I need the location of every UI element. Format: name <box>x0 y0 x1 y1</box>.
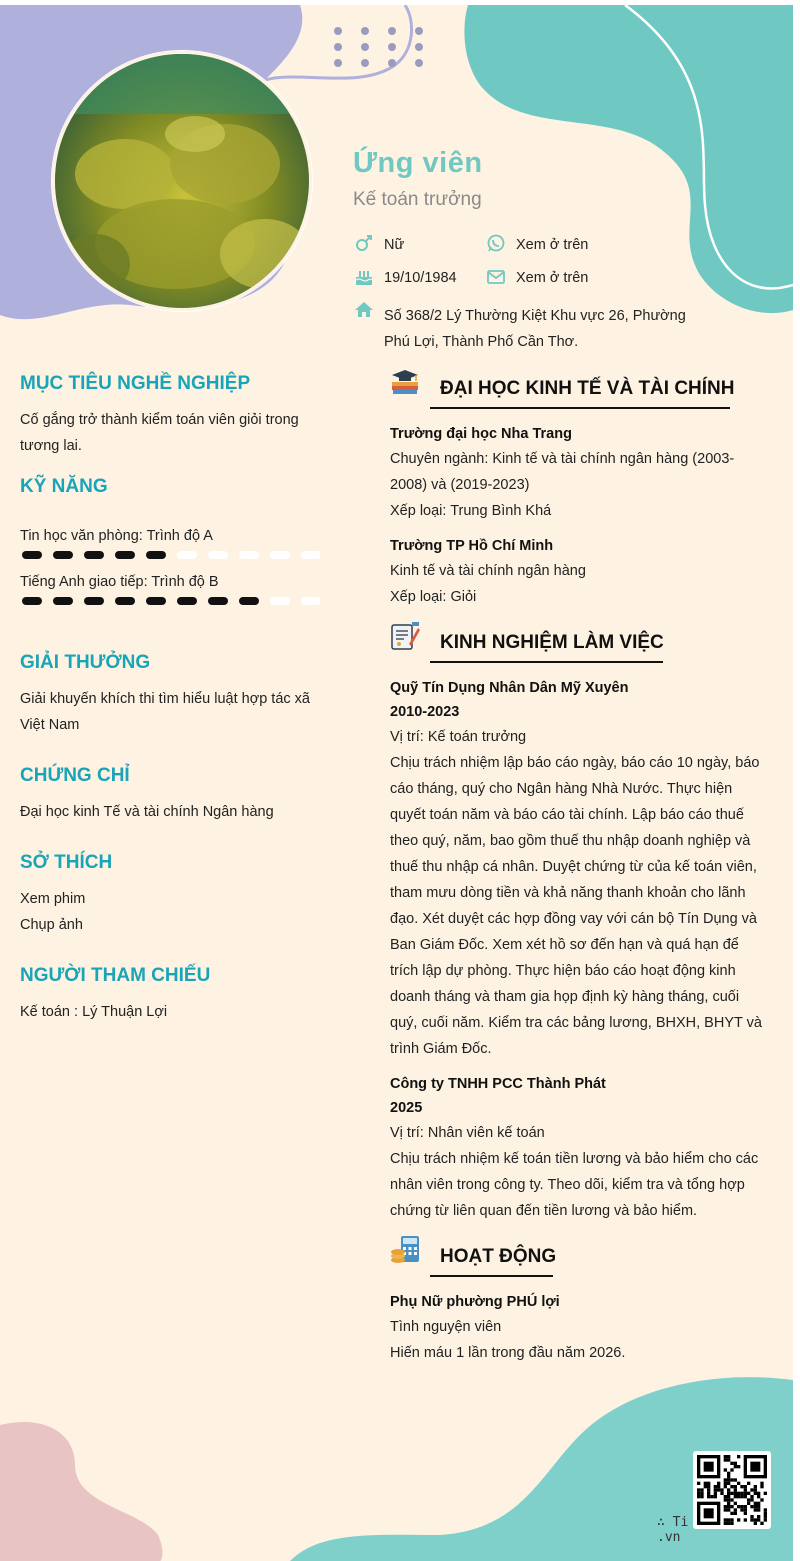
candidate-title: Kế toán trưởng <box>353 189 482 210</box>
job-description-2 <box>390 1146 770 1224</box>
school-detail-line: Kinh tế và tài chính ngân hàng <box>390 563 586 579</box>
activities-title: HOẠT ĐỘNG <box>440 1246 557 1267</box>
job-desc-line: Chịu trách nhiệm kế toán tiền lương và bảo hiểm cho các <box>390 1151 759 1167</box>
job-desc-line: quý, cuối năm. Kiểm tra các bảng lương, BHXH, BHYT và <box>390 1015 762 1031</box>
job-desc-line: chứng từ liên quan đến tiền lương và bảo hiểm. <box>390 1203 698 1219</box>
qr-code[interactable] <box>693 1451 771 1529</box>
job-desc-line: trình Giám Đốc. <box>390 1041 492 1057</box>
activity-details <box>390 1314 770 1366</box>
job-desc-line: quyết toán năm và báo cáo tài chính. Lập báo cáo thuế <box>390 807 744 823</box>
education-title: ĐẠI HỌC KINH TẾ VÀ TÀI CHÍNH <box>440 378 735 399</box>
experience-underline <box>430 661 663 663</box>
job-desc-line: tham mưu dòng tiền và khả năng thanh khoản cho lãnh <box>390 885 746 901</box>
email-value: Xem ở trên <box>516 270 589 286</box>
hobby-item: Xem phim <box>20 891 86 907</box>
job-desc-line: theo quý, năm, bao gồm thuế thu nhập doanh nghiệp và <box>390 833 751 849</box>
references-line-1: Kế toán : Lý Thuận Lợi <box>20 1004 168 1020</box>
school-detail-line: 2008) và (2019-2023) <box>390 477 530 493</box>
activity-org: Phụ Nữ phường PHÚ lợi <box>390 1294 560 1310</box>
phone-value: Xem ở trên <box>516 237 589 253</box>
skill-segment-empty <box>208 551 228 559</box>
job-description-1 <box>390 750 770 1062</box>
skill-segment-empty <box>270 597 290 605</box>
job-desc-line: Ban Giám Đốc. Xem xét hồ sơ đến hạn và quá hạn để <box>390 937 739 953</box>
skill-segment-filled <box>115 551 135 559</box>
hobbies-list <box>20 886 320 938</box>
address-line-2: Phú Lợi, Thành Phố Cần Thơ. <box>384 334 579 350</box>
hobby-item: Chụp ảnh <box>20 917 83 933</box>
certificates-title: CHỨNG CHỈ <box>20 765 130 786</box>
school-name-2: Trường TP Hồ Chí Minh <box>390 538 554 554</box>
calculator-coins-icon <box>389 1234 421 1266</box>
job-desc-line: doanh tháng và tham gia họp định kỳ hàng tháng, cuối <box>390 989 740 1005</box>
site-watermark-end: .vn <box>657 1530 681 1545</box>
skill-bar-1 <box>20 550 320 560</box>
job-desc-line: nhân viên trong công ty. Theo dõi, kiểm tra và tổng hợp <box>390 1177 745 1193</box>
skill-segment-filled <box>146 551 166 559</box>
education-underline <box>430 407 730 409</box>
candidate-name: Ứng viên <box>353 147 483 179</box>
job-period-1: 2010-2023 <box>390 704 460 720</box>
awards-title: GIẢI THƯỞNG <box>20 652 151 673</box>
skill-segment-filled <box>146 597 166 605</box>
school-detail-line: Chuyên ngành: Kinh tế và tài chính ngân hàng (2003- <box>390 451 735 467</box>
skill-segment-filled <box>84 597 104 605</box>
skill-segment-filled <box>177 597 197 605</box>
job-desc-line: trích lập dự phòng. Thực hiện báo cáo hoạt động kinh <box>390 963 736 979</box>
job-desc-line: cáo tháng, quý cho Ngân hàng Nhà Nước. Thực hiện <box>390 781 733 797</box>
cv-page <box>0 5 793 1561</box>
objective-line-2: tương lai. <box>20 438 82 454</box>
school-detail-line: Xếp loại: Giỏi <box>390 589 477 605</box>
gender-icon <box>354 233 374 253</box>
job-position-1: Vị trí: Kế toán trưởng <box>390 729 527 745</box>
skill-segment-filled <box>84 551 104 559</box>
skill-segment-empty <box>177 551 197 559</box>
skill-segment-filled <box>53 551 73 559</box>
experience-title: KINH NGHIỆM LÀM VIỆC <box>440 632 664 653</box>
birthdate-value: 19/10/1984 <box>384 270 457 286</box>
whatsapp-icon <box>486 233 506 253</box>
references-title: NGƯỜI THAM CHIẾU <box>20 965 211 986</box>
skill-segment-empty <box>301 597 320 605</box>
activities-underline <box>430 1275 553 1277</box>
awards-text <box>20 686 320 738</box>
skill-segment-filled <box>53 597 73 605</box>
skill-segment-empty <box>301 551 320 559</box>
dot-grid-decoration <box>330 25 430 70</box>
company-name-2: Công ty TNHH PCC Thành Phát <box>390 1076 606 1092</box>
home-icon <box>354 300 374 320</box>
school-details-2 <box>390 558 770 610</box>
job-desc-line: đạo. Xét duyệt các hợp đồng vay với cán bộ Tín Dụng và <box>390 911 757 927</box>
activity-line: Hiến máu 1 lần trong đầu năm 2026. <box>390 1345 626 1361</box>
skill-bar-2 <box>20 596 320 606</box>
activity-line: Tình nguyện viên <box>390 1319 502 1335</box>
graduation-books-icon <box>389 366 421 398</box>
skill-label-1: Tin học văn phòng: Trình độ A <box>20 528 213 544</box>
school-details-1 <box>390 446 770 524</box>
qr-code-image <box>697 1455 767 1525</box>
mail-icon <box>486 267 506 287</box>
job-desc-line: Chịu trách nhiệm lập báo cáo ngày, báo cáo 10 ngày, báo <box>390 755 760 771</box>
awards-line-2: Việt Nam <box>20 717 80 733</box>
job-desc-line: thuế thu nhập cá nhân. Duyệt chứng từ của kế toán viên, <box>390 859 757 875</box>
school-detail-line: Xếp loại: Trung Bình Khá <box>390 503 552 519</box>
address-value <box>384 303 686 355</box>
skill-segment-filled <box>208 597 228 605</box>
skill-segment-empty <box>270 551 290 559</box>
job-period-2: 2025 <box>390 1100 423 1116</box>
skill-label-2: Tiếng Anh giao tiếp: Trình độ B <box>20 574 219 590</box>
job-position-2: Vị trí: Nhân viên kế toán <box>390 1125 545 1141</box>
profile-photo <box>52 51 312 311</box>
site-watermark-start: ∴ Ti <box>657 1515 689 1530</box>
skill-segment-filled <box>115 597 135 605</box>
skills-title: KỸ NĂNG <box>20 476 108 497</box>
skill-segment-empty <box>239 551 259 559</box>
skill-segment-filled <box>22 597 42 605</box>
objective-text <box>20 407 320 459</box>
awards-line-1: Giải khuyến khích thi tìm hiểu luật hợp tác xã <box>20 691 310 707</box>
school-name-1: Trường đại học Nha Trang <box>390 426 572 442</box>
company-name-1: Quỹ Tín Dụng Nhân Dân Mỹ Xuyên <box>390 680 629 696</box>
objective-title: MỤC TIÊU NGHỀ NGHIỆP <box>20 373 251 394</box>
address-line-1: Số 368/2 Lý Thường Kiệt Khu vực 26, Phường <box>384 308 686 324</box>
skill-segment-filled <box>22 551 42 559</box>
hobbies-title: SỞ THÍCH <box>20 852 113 873</box>
gender-value: Nữ <box>384 237 405 253</box>
certificates-line-1: Đại học kinh Tế và tài chính Ngân hàng <box>20 804 274 820</box>
objective-line-1: Cố gắng trở thành kiểm toán viên giỏi trong <box>20 412 299 428</box>
cake-icon <box>354 267 374 287</box>
document-pen-icon <box>389 620 421 652</box>
skill-segment-filled <box>239 597 259 605</box>
